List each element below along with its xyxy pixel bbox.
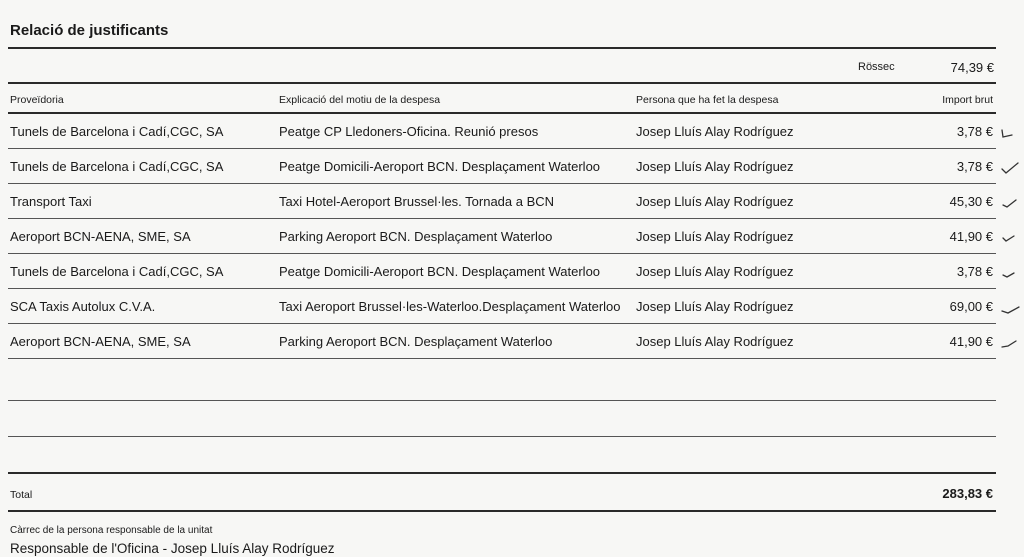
row-provider: SCA Taxis Autolux C.V.A. [10, 299, 156, 314]
row-amount: 3,78 € [956, 159, 993, 174]
row-person: Josep Lluís Alay Rodríguez [636, 299, 794, 314]
row-person: Josep Lluís Alay Rodríguez [636, 159, 794, 174]
divider [8, 510, 996, 512]
row-amount: 45,30 € [949, 194, 993, 209]
row-explanation: Taxi Hotel-Aeroport Brussel·les. Tornada a BCN [279, 194, 555, 209]
row-provider: Aeroport BCN-AENA, SME, SA [10, 229, 191, 244]
summary-label: Rössec [858, 61, 895, 73]
divider [8, 47, 996, 49]
checkmark-icon [1000, 127, 1020, 139]
row-person: Josep Lluís Alay Rodríguez [636, 334, 794, 349]
row-explanation: Taxi Aeroport Brussel·les-Waterloo.Desplaçament Waterloo [279, 299, 621, 314]
row-divider [8, 253, 996, 254]
col-explanation: Explicació del motiu de la despesa [279, 94, 441, 106]
row-amount: 41,90 € [949, 334, 993, 349]
row-provider: Tunels de Barcelona i Cadí,CGC, SA [10, 124, 224, 139]
row-amount: 3,78 € [956, 264, 993, 279]
row-explanation: Peatge CP Lledoners-Oficina. Reunió presos [279, 124, 539, 139]
row-divider [8, 148, 996, 149]
row-divider [8, 288, 996, 289]
row-amount: 69,00 € [949, 299, 993, 314]
row-explanation: Parking Aeroport BCN. Desplaçament Waterloo [279, 334, 553, 349]
checkmark-icon [1000, 302, 1020, 314]
empty-row-line [8, 436, 996, 437]
row-divider [8, 358, 996, 359]
row-explanation: Parking Aeroport BCN. Desplaçament Waterloo [279, 229, 553, 244]
total-value: 283,83 € [942, 486, 993, 501]
row-divider [8, 183, 996, 184]
row-person: Josep Lluís Alay Rodríguez [636, 264, 794, 279]
row-provider: Tunels de Barcelona i Cadí,CGC, SA [10, 264, 224, 279]
row-person: Josep Lluís Alay Rodríguez [636, 124, 794, 139]
row-explanation: Peatge Domicili-Aeroport BCN. Desplaçament Waterloo [279, 264, 601, 279]
row-provider: Transport Taxi [10, 194, 92, 209]
row-provider: Aeroport BCN-AENA, SME, SA [10, 334, 191, 349]
checkmark-icon [1000, 197, 1020, 209]
divider [8, 112, 996, 114]
row-divider [8, 218, 996, 219]
summary-value: 74,39 € [950, 60, 994, 75]
row-person: Josep Lluís Alay Rodríguez [636, 229, 794, 244]
row-amount: 3,78 € [956, 124, 993, 139]
checkmark-icon [1000, 267, 1020, 279]
page-title: Relació de justificants [10, 22, 169, 39]
divider [8, 472, 996, 474]
row-divider [8, 323, 996, 324]
total-label: Total [10, 489, 33, 501]
responsible-value: Responsable de l'Oficina - Josep Lluís Alay Rodríguez [10, 541, 335, 556]
checkmark-icon [1000, 337, 1020, 349]
checkmark-icon [1000, 162, 1020, 174]
col-provider: Proveïdoria [10, 94, 64, 106]
row-explanation: Peatge Domicili-Aeroport BCN. Desplaçament Waterloo [279, 159, 601, 174]
row-person: Josep Lluís Alay Rodríguez [636, 194, 794, 209]
col-amount: Import brut [942, 94, 993, 106]
responsible-label: Càrrec de la persona responsable de la unitat [10, 525, 213, 536]
empty-row-line [8, 400, 996, 401]
col-person: Persona que ha fet la despesa [636, 94, 779, 106]
row-amount: 41,90 € [949, 229, 993, 244]
divider [8, 82, 996, 84]
checkmark-icon [1000, 232, 1020, 244]
row-provider: Tunels de Barcelona i Cadí,CGC, SA [10, 159, 224, 174]
